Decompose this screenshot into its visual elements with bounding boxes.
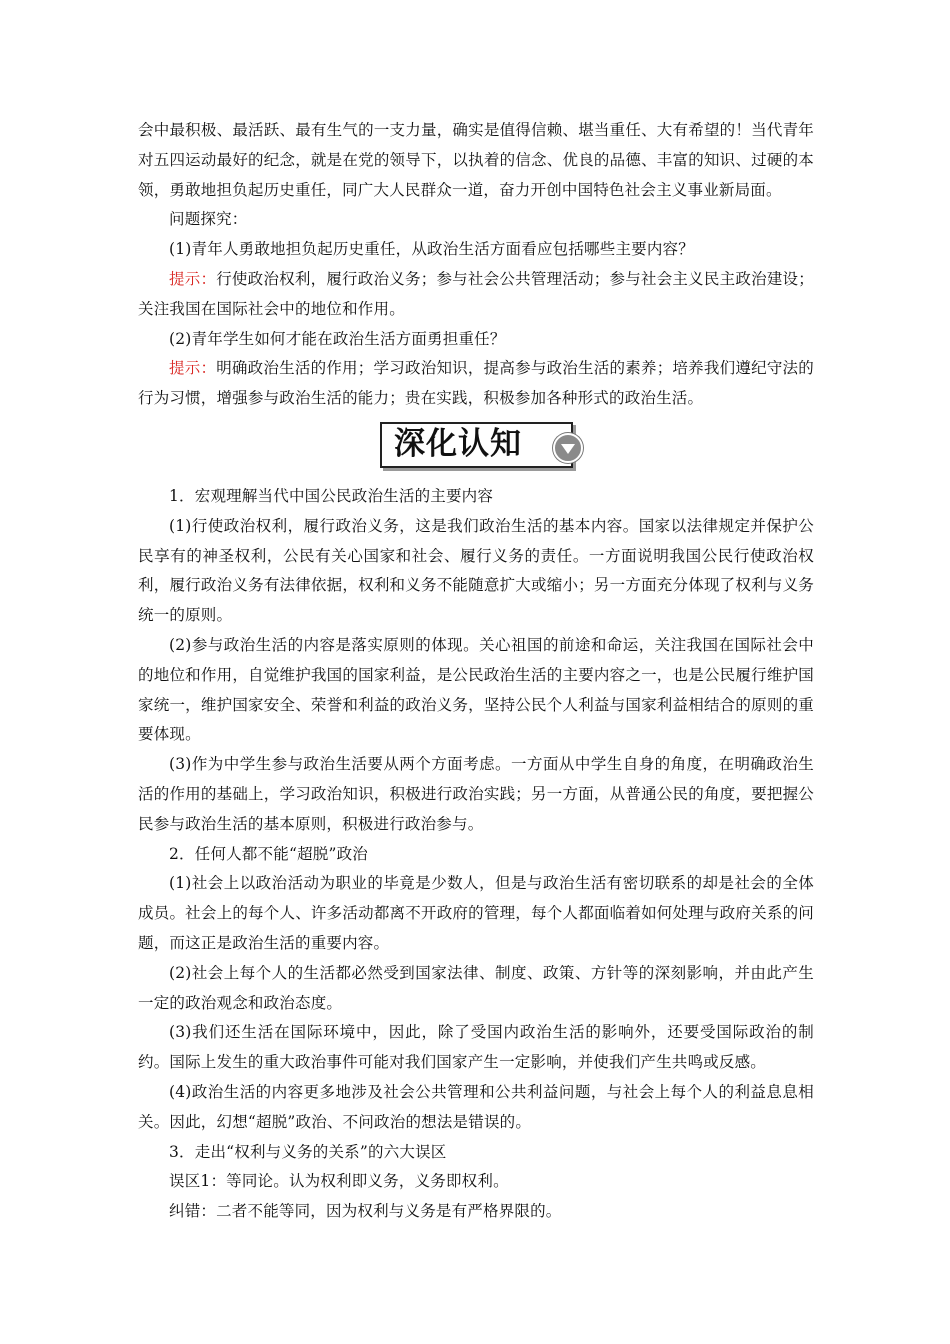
question-2: (2)青年学生如何才能在政治生活方面勇担重任？ bbox=[169, 329, 506, 348]
hint-label: 提示： bbox=[169, 269, 217, 288]
hint-2 bbox=[138, 354, 814, 414]
question-1: (1)青年人勇敢地担负起历史重任，从政治生活方面看应包括哪些主要内容？ bbox=[169, 240, 694, 259]
section-2-point-4: (4)政治生活的内容更多地涉及社会公共管理和公共利益问题，与社会上每个人的利益息息相关。因此，幻想“超脱”政治、不问政治的想法是错误的。 bbox=[138, 1082, 814, 1131]
hint-text: 行使政治权利，履行政治义务；参与社会公共管理活动；参与社会主义民主政治建设；关注我国在国际社会中的地位和作用。 bbox=[138, 269, 814, 318]
section-1-point-3: (3)作为中学生参与政治生活要从两个方面考虑。一方面从中学生自身的角度，在明确政治生活的作用的基础上，学习政治知识，积极进行政治实践；另一方面，从普通公民的角度，要把握公民参与政治生活的基本原则，积极进行政治参与。 bbox=[138, 755, 814, 833]
section-2-point-3: (3)我们还生活在国际环境中，因此，除了受国内政治生活的影响外，还要受国际政治的制约。国际上发生的重大政治事件可能对我们国家产生一定影响，并使我们产生共鸣或反感。 bbox=[138, 1023, 814, 1072]
hint-label: 提示： bbox=[169, 359, 217, 378]
banner-box bbox=[380, 422, 573, 468]
section-heading-3: 3．走出“权利与义务的关系”的六大误区 bbox=[169, 1142, 447, 1161]
section-1-point-1: (1)行使政治权利，履行政治义务，这是我们政治生活的基本内容。国家以法律规定并保护公民享有的神圣权利，公民有关心国家和社会、履行义务的责任。一方面说明我国公民行使政治权利，履行政治义务有法律依据，权利和义务不能随意扩大或缩小；另一方面充分体现了权利与义务统一的原则。 bbox=[138, 516, 814, 625]
misconception-1: 误区1：等同论。认为权利即义务，义务即权利。 bbox=[169, 1172, 509, 1191]
section-2-point-2: (2)社会上每个人的生活都必然受到国家法律、制度、政策、方针等的深刻影响，并由此产生一定的政治观念和政治态度。 bbox=[138, 963, 814, 1012]
banner-title: 深化认知 bbox=[394, 426, 522, 463]
hint-1 bbox=[138, 265, 814, 325]
section-heading-2: 2．任何人都不能“超脱”政治 bbox=[169, 844, 369, 863]
document-page bbox=[138, 116, 814, 1227]
section-2-point-1: (1)社会上以政治活动为职业的毕竟是少数人，但是与政治生活有密切联系的却是社会的全体成员。社会上的每个人、许多活动都离不开政府的管理，每个人都面临着如何处理与政府关系的问题，而这正是政治生活的重要内容。 bbox=[138, 874, 814, 952]
chevron-down-circle-icon bbox=[553, 433, 583, 463]
correction-1: 纠错：二者不能等同，因为权利与义务是有严格界限的。 bbox=[169, 1202, 562, 1221]
question-heading: 问题探究： bbox=[169, 210, 248, 229]
section-banner bbox=[138, 414, 814, 482]
hint-text: 明确政治生活的作用；学习政治知识，提高参与政治生活的素养；培养我们遵纪守法的行为习惯，增强参与政治生活的能力；贵在实践，积极参加各种形式的政治生活。 bbox=[138, 359, 814, 408]
section-1-point-2: (2)参与政治生活的内容是落实原则的体现。关心祖国的前途和命运，关注我国在国际社会中的地位和作用，自觉维护我国的国家利益，是公民政治生活的主要内容之一，也是公民履行维护国家统一，维护国家安全、荣誉和利益的政治义务，坚持公民个人利益与国家利益相结合的原则的重要体现。 bbox=[138, 635, 814, 744]
intro-paragraph: 会中最积极、最活跃、最有生气的一支力量，确实是值得信赖、堪当重任、大有希望的！当代青年对五四运动最好的纪念，就是在党的领导下，以执着的信念、优良的品德、丰富的知识、过硬的本领，勇敢地担负起历史重任，同广大人民群众一道，奋力开创中国特色社会主义事业新局面。 bbox=[138, 121, 814, 199]
section-heading-1: 1．宏观理解当代中国公民政治生活的主要内容 bbox=[169, 486, 494, 505]
